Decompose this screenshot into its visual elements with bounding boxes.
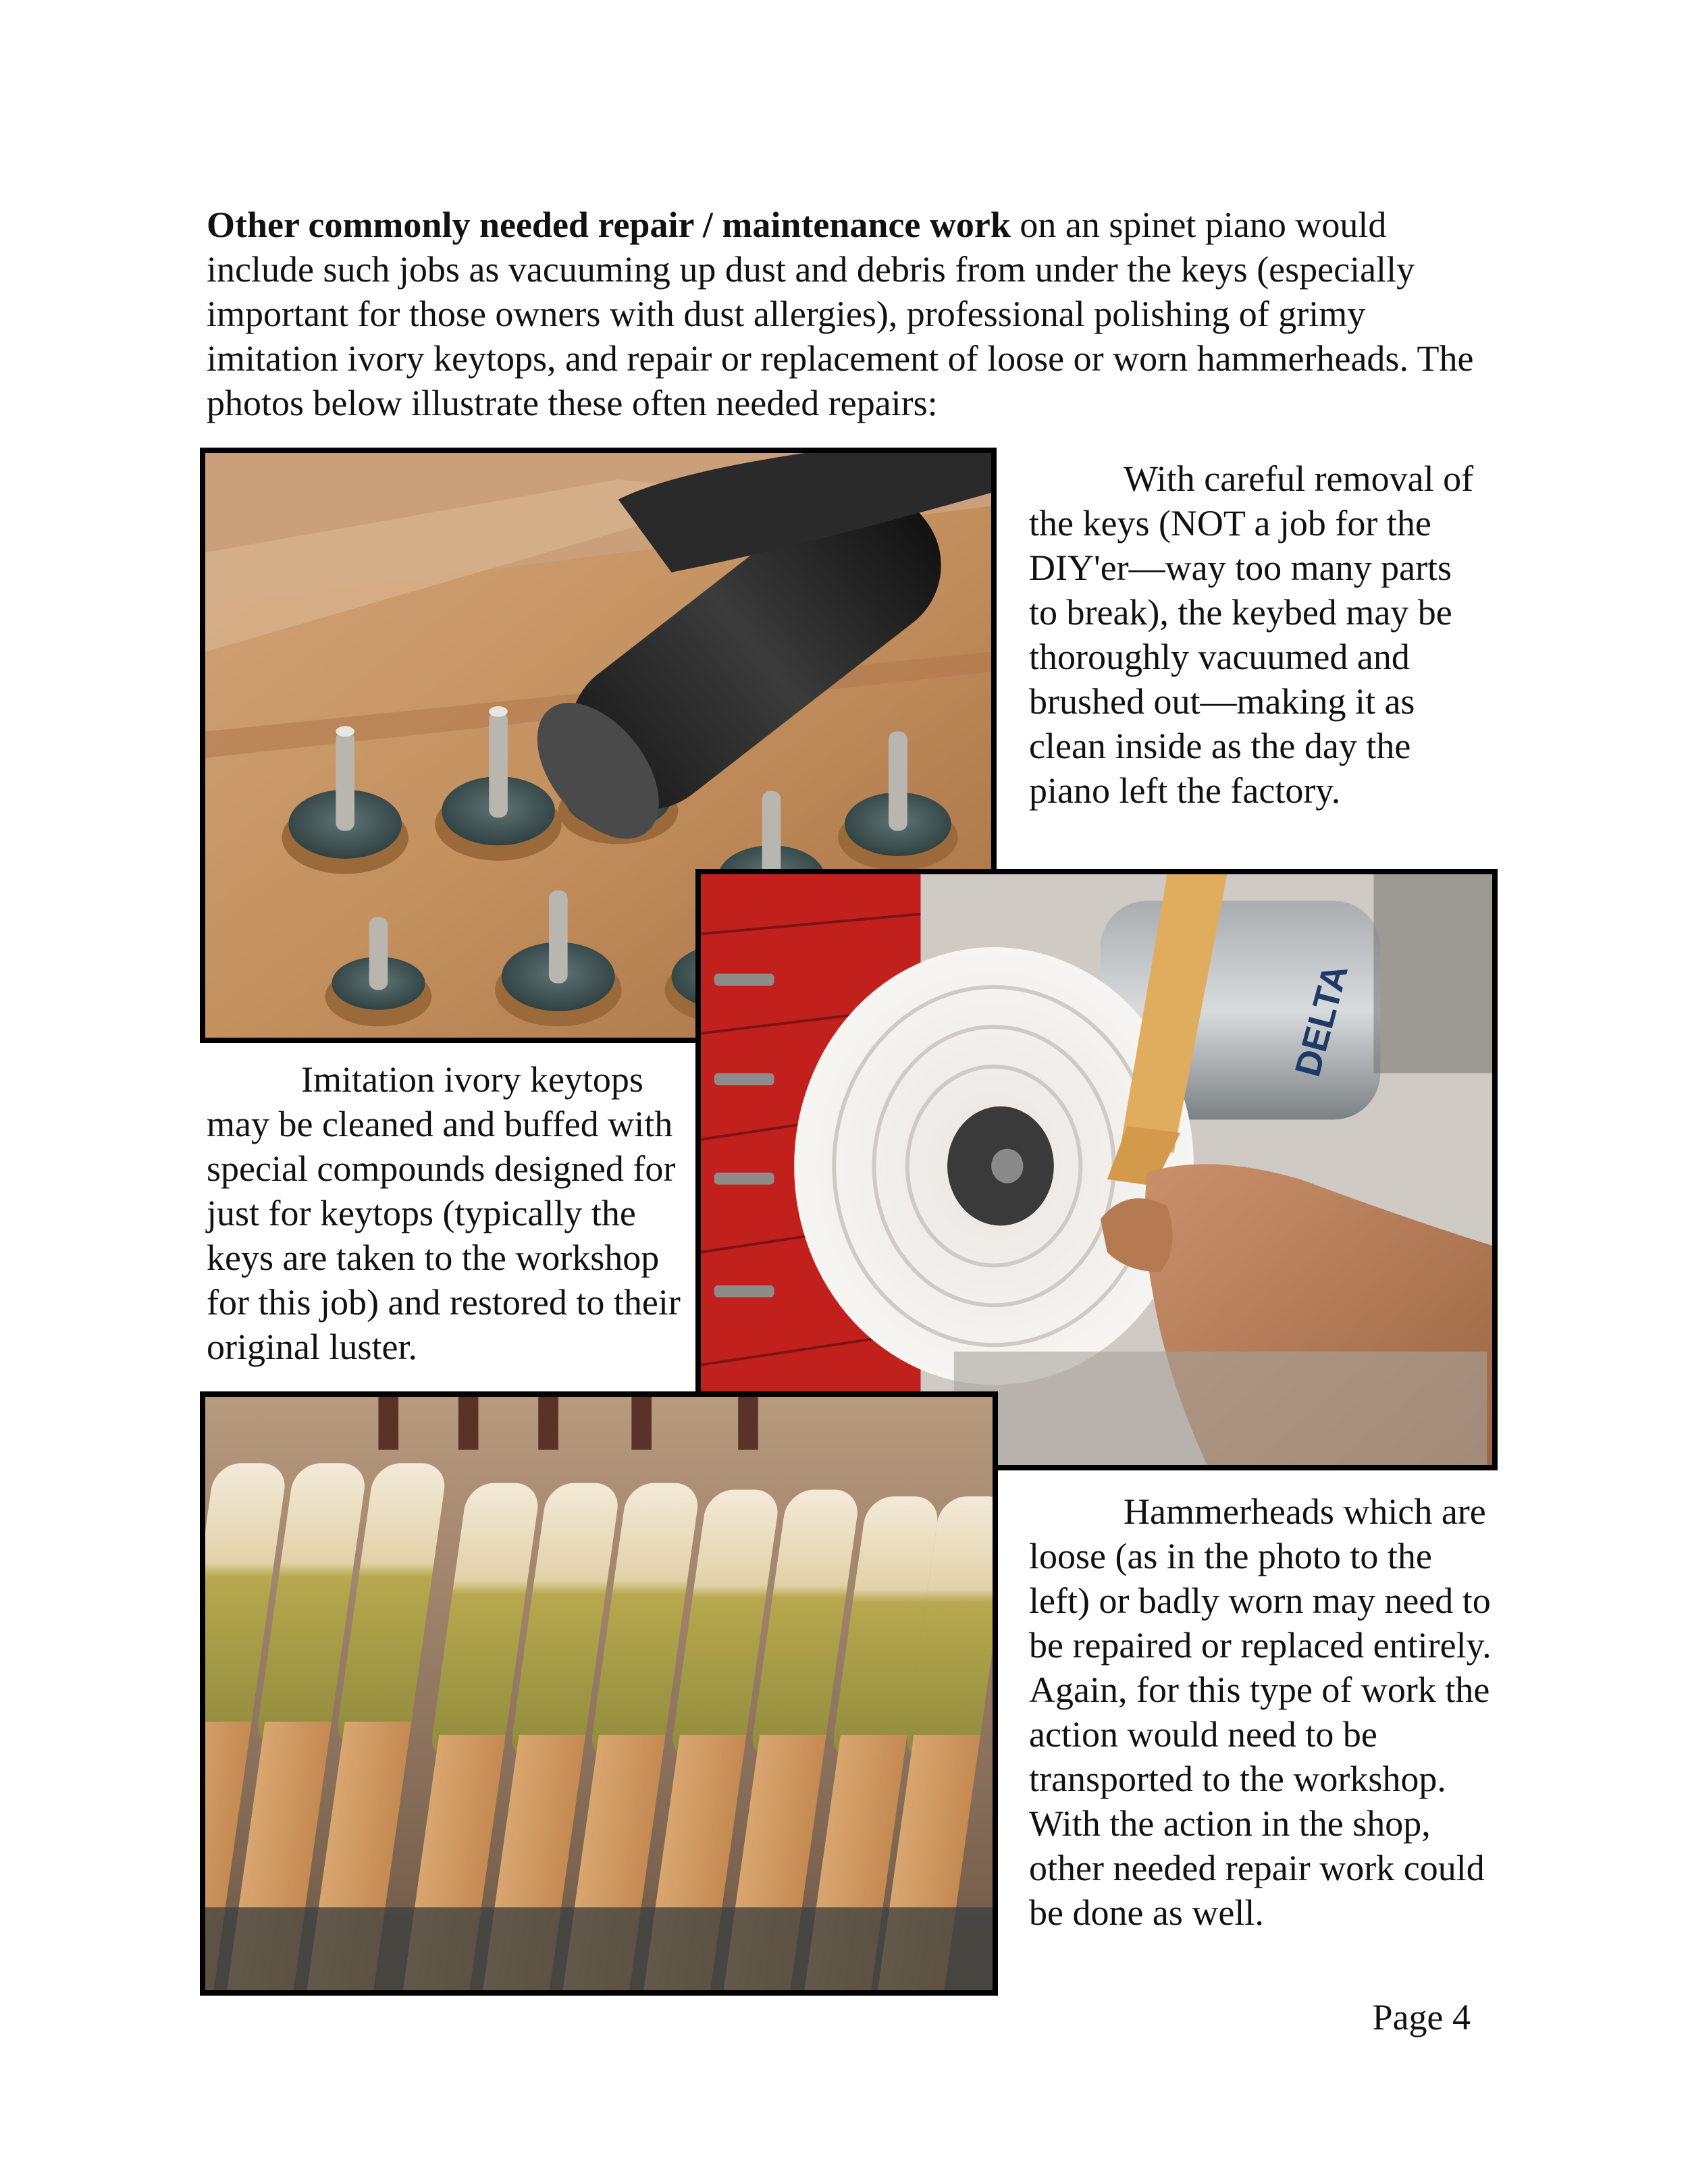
vacuum-caption-text: With careful removal of the keys (NOT a job for the DIY'er—way too many parts to break), the keybed may be thoroughly vacuumed and brushed out—making it as clean inside as the day the piano left the factory. <box>1029 458 1474 811</box>
hammerheads-photo <box>200 1391 998 1996</box>
keytop-buffing-photo <box>695 869 1498 1470</box>
hammerheads-caption <box>1029 1489 1495 1935</box>
vacuum-caption <box>1029 456 1475 813</box>
page-number: Page 4 <box>1372 1997 1471 2037</box>
intro-bold-lead: Other commonly needed repair / maintenance work <box>207 205 1011 245</box>
keytops-caption <box>207 1057 686 1369</box>
keytops-caption-text: Imitation ivory keytops may be cleaned and buffed with special compounds designed for just for keytops (typically the keys are taken to the workshop for this job) and restored to their original luster. <box>207 1059 681 1367</box>
intro-text: on an spinet piano would include such jobs as vacuuming up dust and debris from under the keys (especially important for those owners with dust allergies), professional polishing of grimy imitation ivory keytops, and repair or replacement of loose or worn hammerheads. The photos below illustrate these often needed repairs: <box>207 205 1474 423</box>
hammerheads-caption-text: Hammerheads which are loose (as in the photo to the left) or badly worn may need to be repaired or replaced entirely. Again, for this type of work the action would need to be transported to the workshop. With the action in the shop, other needed repair work could be done as well. <box>1029 1491 1492 1933</box>
intro-paragraph <box>207 203 1489 425</box>
delta-logo: DELTA <box>1288 960 1356 1081</box>
